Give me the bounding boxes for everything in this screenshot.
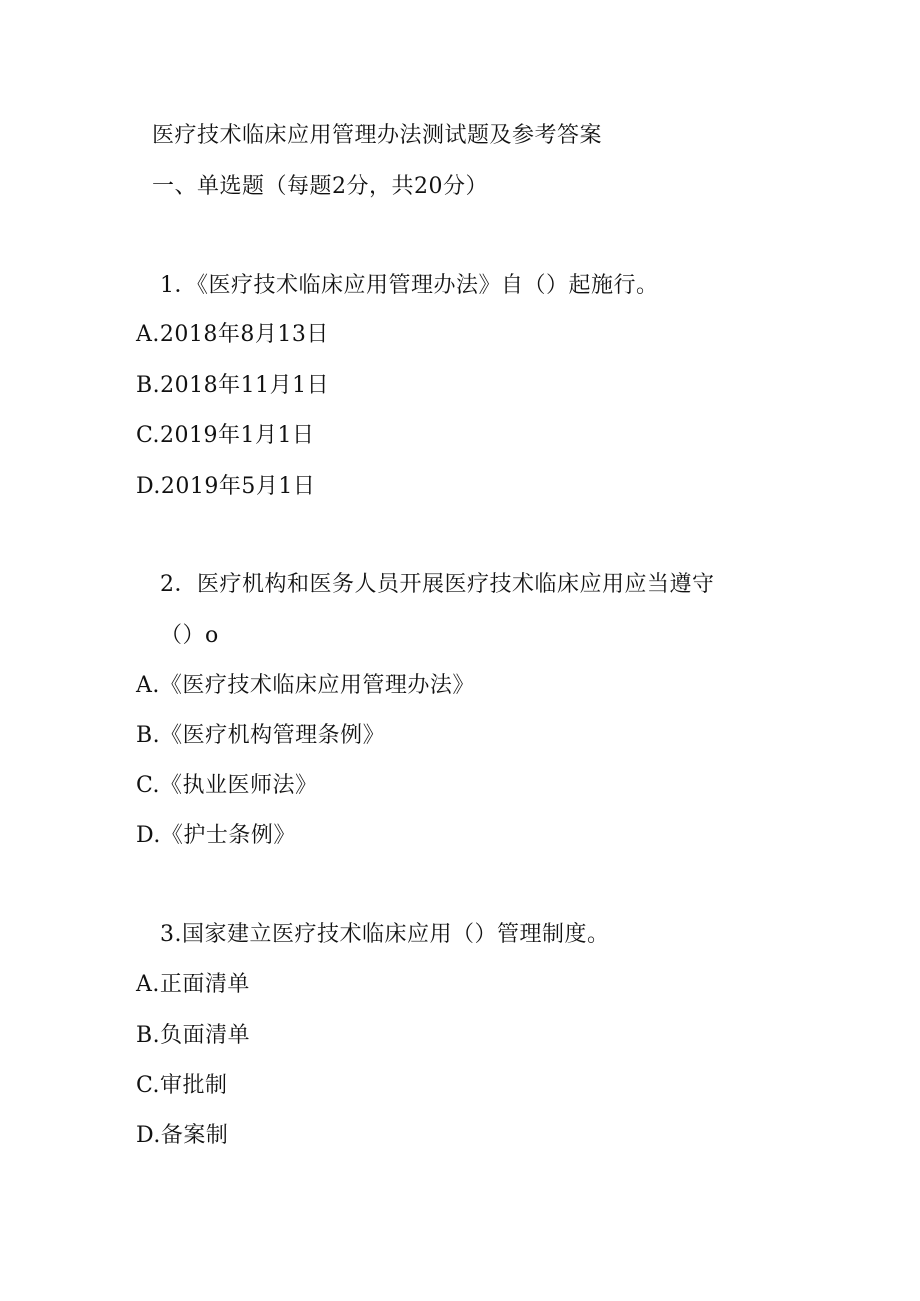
- question-3-option-c: C.审批制: [136, 1073, 228, 1098]
- question-2-option-c: C.《执业医师法》: [136, 773, 318, 798]
- document-title: 医疗技术临床应用管理办法测试题及参考答案: [152, 123, 603, 148]
- question-1-stem: 1．《医疗技术临床应用管理办法》自（）起施行。: [160, 273, 659, 298]
- question-2-option-a: A.《医疗技术临床应用管理办法》: [136, 673, 475, 698]
- section-heading: 一、单选题（每题2分，共20分）: [152, 174, 488, 199]
- question-2-stem-continued: （）o: [160, 623, 219, 648]
- question-1-option-c: C.2019年1月1日: [136, 423, 315, 448]
- question-1-option-d: D.2019年5月1日: [136, 474, 316, 499]
- question-1-option-a: A.2018年8月13日: [136, 322, 329, 347]
- question-3-option-d: D.备案制: [136, 1123, 229, 1148]
- question-2-stem: 2．医疗机构和医务人员开展医疗技术临床应用应当遵守: [160, 572, 715, 597]
- question-3-stem: 3.国家建立医疗技术临床应用（）管理制度。: [160, 922, 610, 947]
- question-1-option-b: B.2018年11月1日: [136, 373, 330, 398]
- question-2-option-b: B.《医疗机构管理条例》: [136, 723, 386, 748]
- question-2-option-d: D.《护士条例》: [136, 823, 296, 848]
- question-3-option-a: A.正面清单: [136, 972, 250, 997]
- question-3-option-b: B.负面清单: [136, 1023, 251, 1048]
